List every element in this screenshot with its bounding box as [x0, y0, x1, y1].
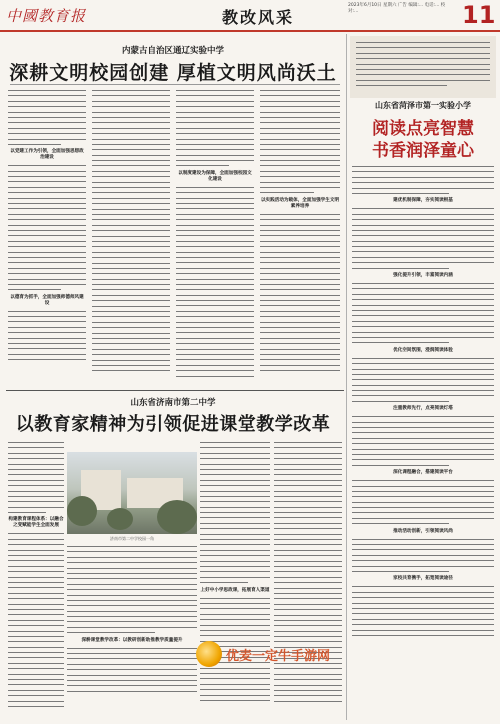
article3-kicker: 山东省济南市第二中学 [130, 398, 216, 408]
article2-title [350, 118, 496, 162]
article2-subhead-1: 建优机制保障，夯实阅读根基 [393, 198, 453, 204]
section-title: 教改风采 [222, 8, 295, 27]
article3-rule [6, 390, 344, 391]
newspaper-logo: 中國教育报 [6, 7, 87, 25]
article2-title-line1: 阅读点亮智慧 [372, 119, 474, 139]
article1-subhead-4: 以实践活动为载体，全面加强学生文明素养培养 [260, 197, 340, 209]
article3-column-3 [200, 442, 270, 720]
article2-intro-box [350, 36, 496, 98]
article1-rule [10, 84, 340, 85]
article1-column-4 [260, 90, 340, 386]
article3-column-2-lower [67, 546, 197, 720]
article2-kicker: 山东省菏泽市第一实验小学 [375, 101, 471, 110]
watermark-logo-icon [196, 641, 222, 667]
article2-subhead-5: 深化课程融合，搭建阅读平台 [393, 470, 453, 476]
article1-subhead-3: 以制度建设为保障，全面加强校园文化建设 [178, 170, 252, 182]
article1-subhead-1: 以党建工作为引领，全面加强思想政治建设 [10, 149, 84, 161]
article1-subhead-2: 以德育为抓手，全面加强师德师风建设 [10, 294, 84, 306]
article2-body [352, 166, 494, 720]
article3-column-4 [274, 442, 342, 720]
masthead [0, 0, 500, 32]
article2-subhead-7: 家校共育携手，拓宽阅读途径 [393, 576, 453, 582]
dateline: 2023年6月10日 星期六 广告 编辑:... 电话:... 校对:... [348, 3, 446, 14]
article1-title: 深耕文明校园创建 厚植文明风尚沃土 [9, 62, 337, 84]
article2-title-line2: 书香润泽童心 [372, 141, 474, 161]
article2-subhead-6: 推动活动创新，引领阅读风尚 [393, 528, 453, 534]
photo-caption: 济南市第二中学校园一角 [110, 536, 154, 541]
page-number: 11 [462, 1, 496, 29]
column-divider [346, 34, 347, 720]
article1-column-3 [176, 90, 254, 386]
article2-subhead-2: 强化提升引领，丰富阅读内涵 [393, 273, 453, 279]
article1-column-2 [92, 90, 170, 386]
article2-subhead-4: 注重教师先行，点亮阅读灯塔 [393, 406, 453, 412]
article3-subhead-2: 深耕课堂教学改革：以教研创新助推教学质量提升 [81, 637, 183, 643]
article1-column-1 [8, 90, 86, 386]
site-watermark [196, 640, 356, 668]
article1-kicker: 内蒙古自治区通辽实验中学 [121, 46, 224, 56]
article3-subhead-1: 构建教育课程体系：以融合之变赋能学生全面发展 [8, 517, 64, 529]
article3-subhead-3: 上好中小学思政课，拓展育人渠道 [200, 587, 270, 593]
article3-column-1 [8, 442, 64, 720]
school-photo [67, 452, 197, 534]
watermark-text: 优麦一定牛手游网 [226, 648, 331, 664]
article2-subhead-3: 优化空间氛围，浸润阅读体验 [393, 347, 453, 353]
article3-title: 以教育家精神为引领促进课堂教学改革 [15, 414, 331, 435]
